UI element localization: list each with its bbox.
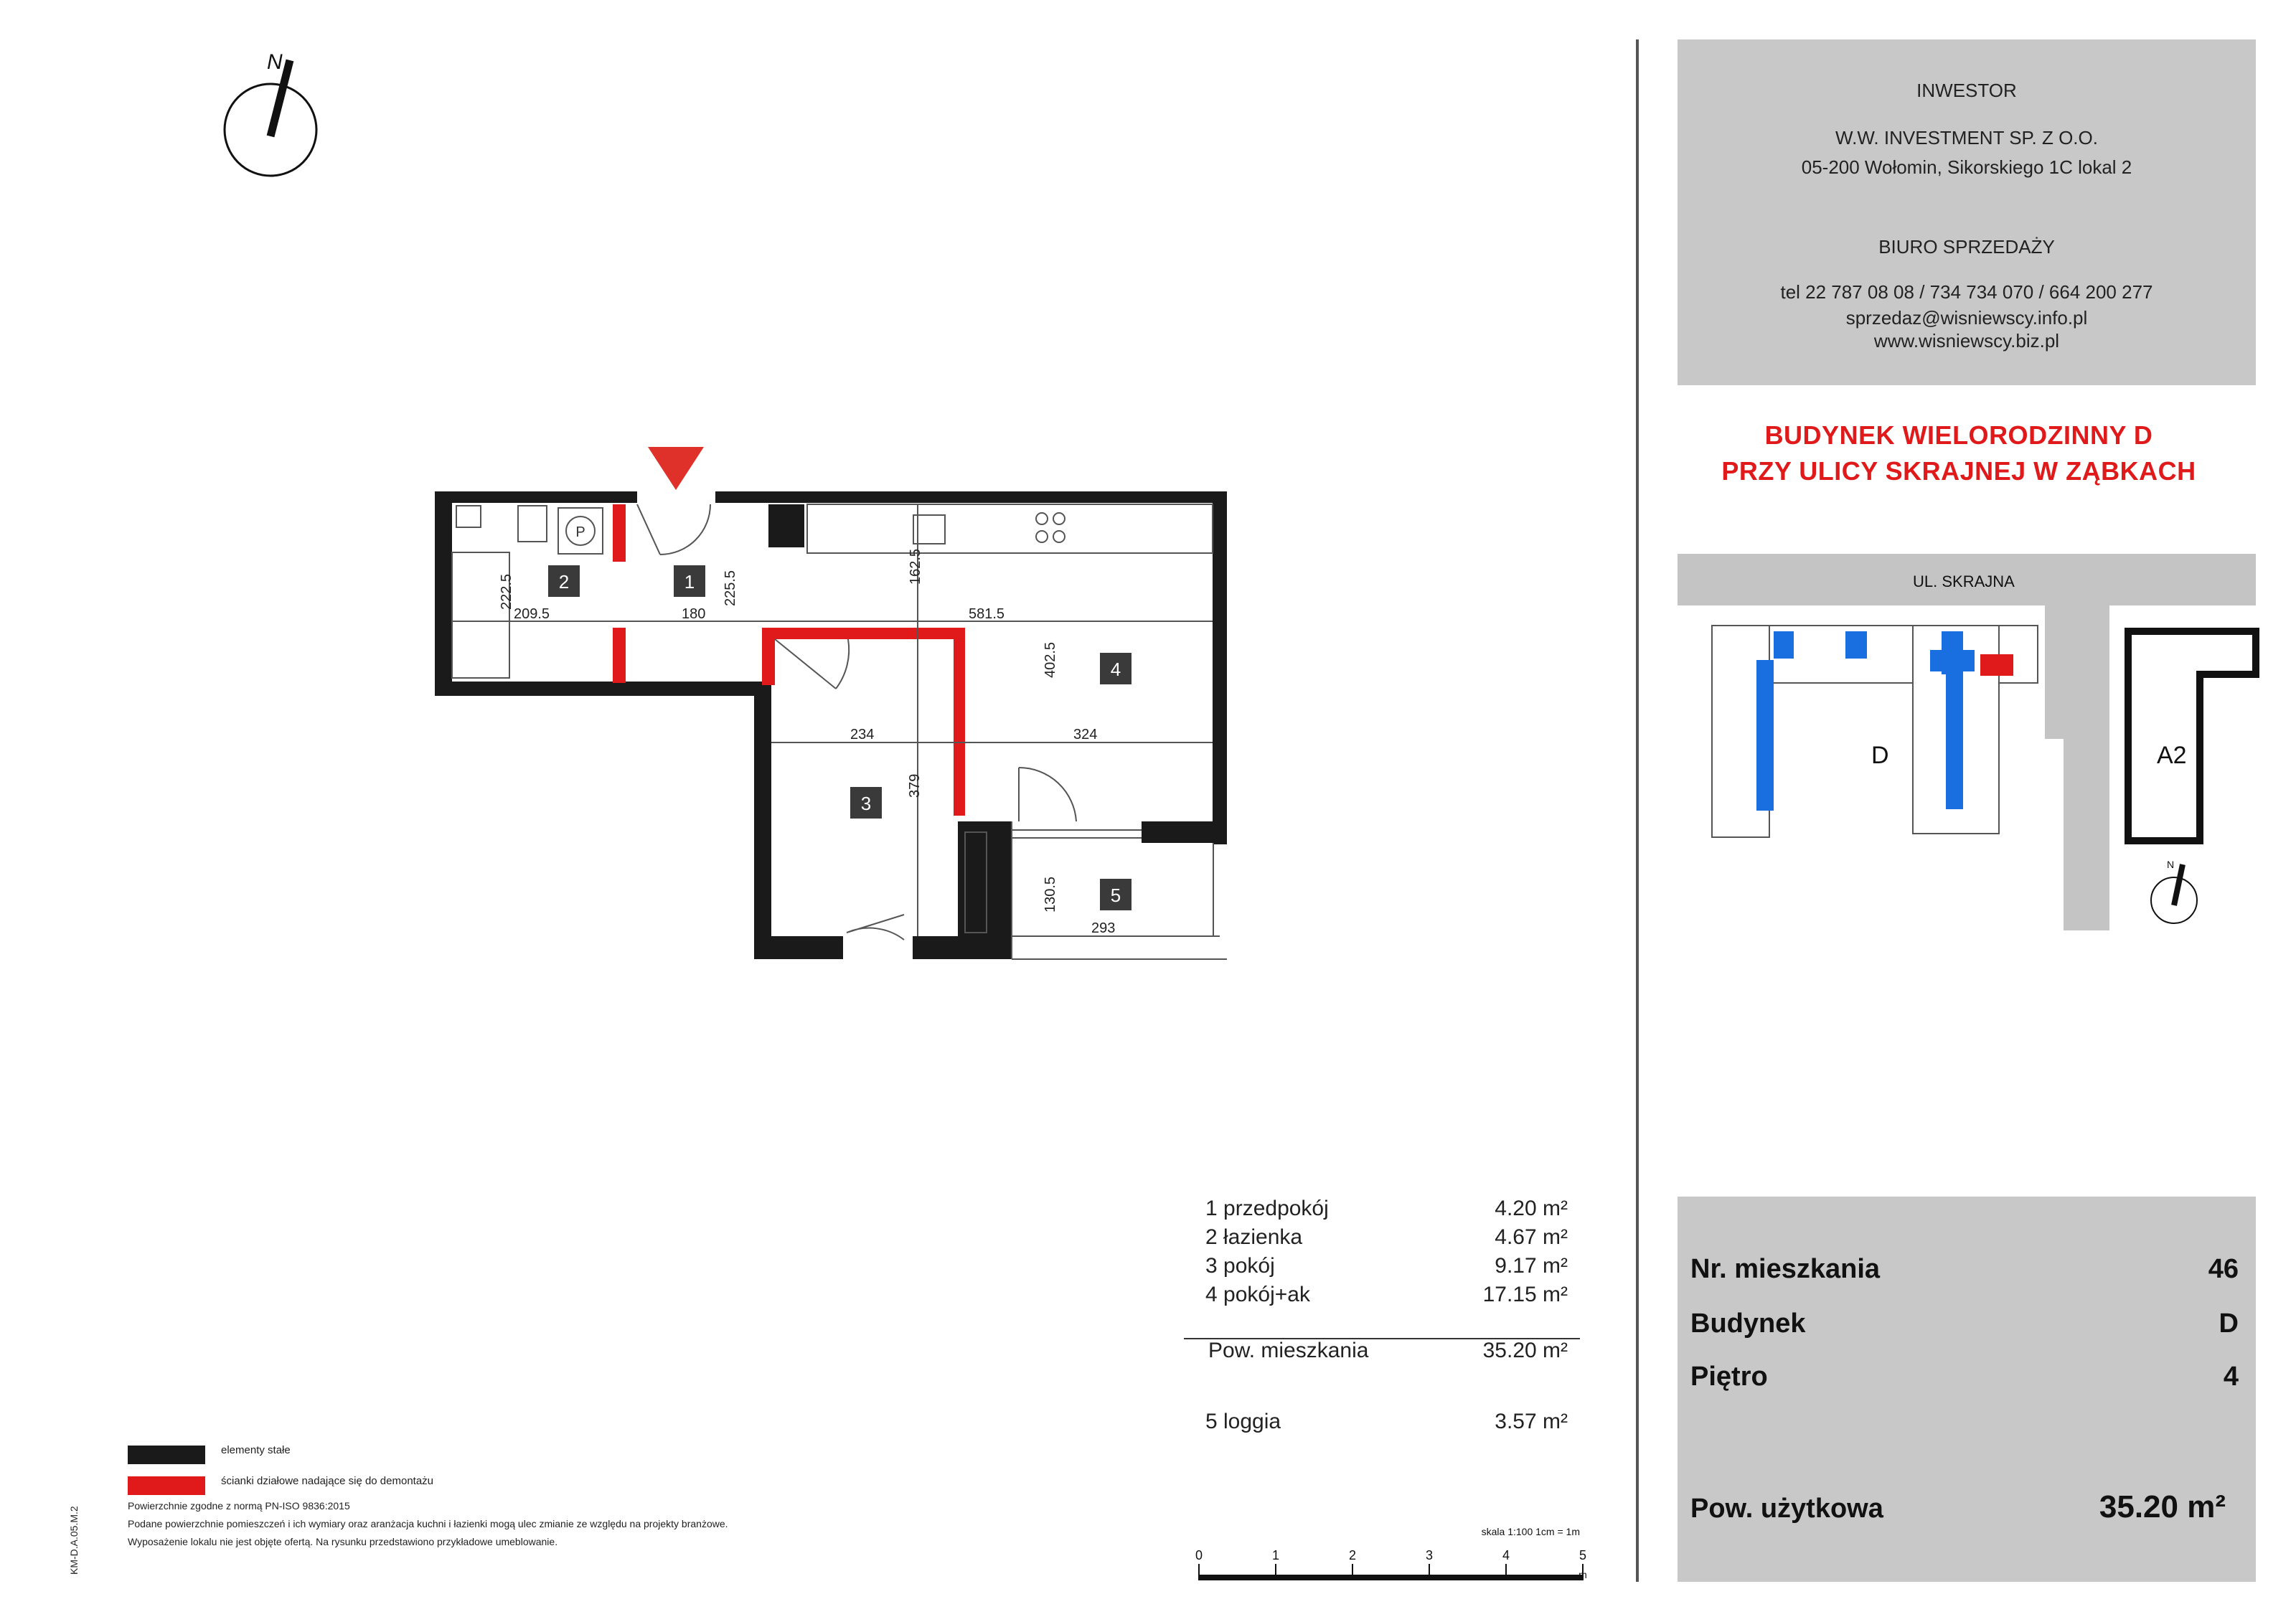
building-d-label: D [1871,742,1889,769]
investor-panel [1678,39,2256,385]
dimension-label: 379 [907,773,923,798]
apartment-plan [435,447,1227,959]
room-area: 4.20 m² [1495,1197,1568,1220]
dimension-label: 222.5 [499,573,514,610]
scale-tick: 1 [1271,1548,1280,1562]
stove-icon [1036,513,1065,542]
loggia-name: 5 loggia [1205,1410,1281,1433]
dimension-label: 225.5 [723,570,738,606]
building-title-line2: PRZY ULICY SKRAJNEJ W ZĄBKACH [1721,456,2196,486]
legend-demolition-swatch [128,1476,205,1495]
loggia-area: 3.57 m² [1495,1410,1568,1433]
room-number-5: 5 [1110,885,1121,906]
room-badges [548,565,1131,910]
investor-company: W.W. INVESTMENT SP. Z O.O. [1835,127,2098,148]
building-label: Budynek [1690,1309,1806,1339]
usable-area-label: Pow. użytkowa [1690,1494,1883,1524]
compass-label: N [267,50,283,74]
room-area: 9.17 m² [1495,1254,1568,1278]
scale-label: skala 1:100 1cm = 1m [1481,1526,1580,1537]
sales-email[interactable]: sprzedaz@wisniewscy.info.pl [1845,307,2088,329]
total-label: Pow. mieszkania [1208,1339,1369,1362]
room-number-3: 3 [860,793,872,814]
scale-unit: m [1578,1569,1587,1580]
total-area: 35.20 m² [1482,1339,1568,1362]
apartment-number-label: Nr. mieszkania [1690,1254,1881,1284]
sales-phones: tel 22 787 08 08 / 734 734 070 / 664 200 277 [1780,281,2153,303]
room-number-2: 2 [558,571,570,593]
dimension-label: 180 [682,606,706,622]
investor-address: 05-200 Wołomin, Sikorskiego 1C lokal 2 [1801,156,2132,178]
building-value: D [2219,1309,2239,1339]
dimension-label: 162.5 [908,548,923,585]
room-area: 17.15 m² [1482,1283,1568,1306]
note-line-2: Podane powierzchnie pomieszczeń i ich wymiary oraz aranżacja kuchni i łazienki mogą ulec zmianie ze względu na projekty branżowe. [128,1518,728,1529]
dimension-label: 130.5 [1043,876,1058,913]
legend-fixed-label: elementy stałe [221,1444,291,1456]
dimension-label: 209.5 [514,606,550,622]
entrance-marker-icon [648,447,704,490]
legend-fixed-swatch [128,1446,205,1464]
room-name: 1 przedpokój [1205,1197,1329,1220]
washer-label: P [575,524,585,540]
room-area: 4.67 m² [1495,1225,1568,1249]
scale-bar [1195,1526,1587,1580]
scale-tick: 4 [1502,1548,1510,1562]
investor-heading: INWESTOR [1916,80,2017,101]
street-label: UL. SKRAJNA [1913,572,2015,590]
room-name: 4 pokój+ak [1205,1283,1310,1306]
dimension-label: 234 [850,727,875,742]
legend-demolition-label: ścianki działowe nadające się do demontażu [221,1475,434,1487]
note-line-3: Wyposażenie lokalu nie jest objęte ofertą. Na rysunku przedstawiono przykładowe umeblowanie. [128,1536,558,1547]
site-north-arrow-icon [2151,859,2197,923]
note-line-1: Powierzchnie zgodne z normą PN-ISO 9836:2015 [128,1500,350,1512]
site-north-label: N [2167,859,2175,870]
dimension-label: 581.5 [969,606,1005,622]
scale-tick: 2 [1348,1548,1357,1562]
floor-label: Piętro [1690,1362,1768,1392]
room-number-1: 1 [684,571,695,593]
dimension-label: 402.5 [1043,641,1058,678]
scale-tick: 3 [1425,1548,1434,1562]
drawing-code: KM-D.A.05.M.2 [68,1506,80,1575]
site-map [1678,554,2256,930]
building-a2-label: A2 [2157,742,2187,769]
apartment-location-marker [1980,654,2013,676]
room-name: 2 łazienka [1205,1225,1303,1249]
sales-office-heading: BIURO SPRZEDAŻY [1878,236,2055,258]
room-number-4: 4 [1110,659,1121,680]
scale-tick: 5 [1578,1548,1587,1562]
room-name: 3 pokój [1205,1254,1275,1278]
dimension-label: 293 [1091,920,1116,936]
floor-value: 4 [2223,1362,2239,1392]
apartment-number-value: 46 [2208,1254,2239,1284]
north-arrow-icon [225,50,316,176]
scale-tick: 0 [1195,1548,1203,1562]
core-highlights [1756,631,1975,811]
dimension-label: 324 [1073,727,1098,742]
usable-area-value: 35.20 m² [2099,1489,2226,1524]
sales-website[interactable]: www.wisniewscy.biz.pl [1873,330,2060,352]
building-title-line1: BUDYNEK WIELORODZINNY D [1764,420,2153,450]
